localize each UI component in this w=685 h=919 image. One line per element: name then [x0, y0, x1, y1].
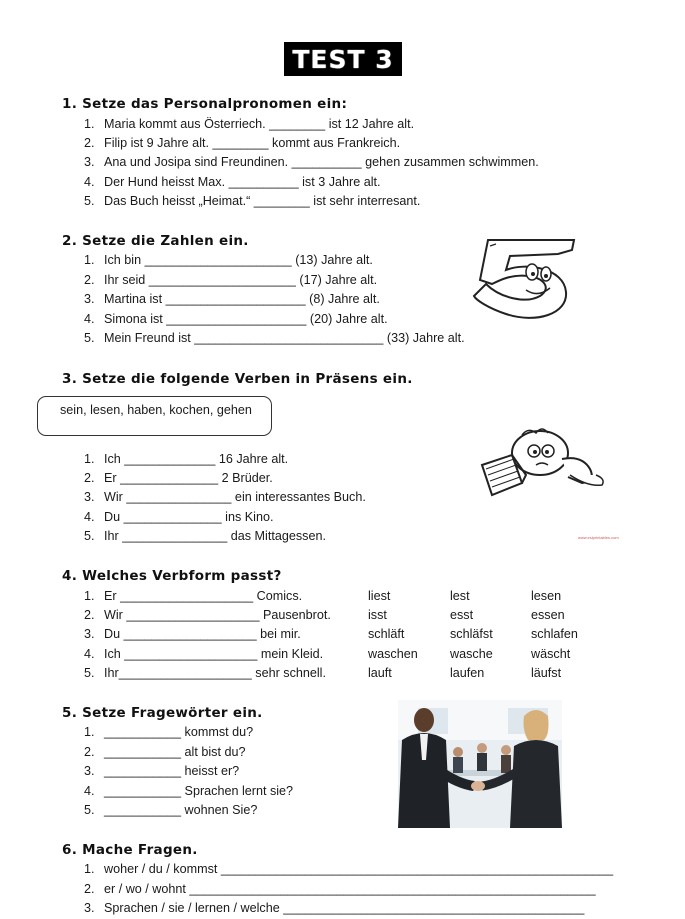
s4-option-5b: laufen [450, 666, 485, 680]
s4-option-1b: lest [450, 589, 470, 603]
s4-item-4: 4. Ich ___________________ mein Kleid. [84, 647, 324, 661]
s4-option-1a: liest [368, 589, 391, 603]
s4-option-4c: wäscht [531, 647, 571, 661]
s5-item-3: 3. ___________ heisst er? [84, 764, 240, 778]
s6-item-3: 3. Sprachen / sie / lernen / welche ___________________________________________ [84, 901, 585, 915]
s1-item-4: 4. Der Hund heisst Max. __________ ist 3 Jahre alt. [84, 175, 381, 189]
s1-item-5: 5. Das Buch heisst „Heimat.“ ________ ist sehr interresant. [84, 194, 421, 208]
s4-option-3a: schläft [368, 627, 405, 641]
s1-item-2: 2. Filip ist 9 Jahre alt. ________ kommt aus Frankreich. [84, 136, 401, 150]
s3-item-4: 4. Du ______________ ins Kino. [84, 510, 274, 524]
s4-option-3c: schlafen [531, 627, 578, 641]
section-6-heading: 6. Mache Fragen. [62, 842, 198, 858]
s4-option-5c: läufst [531, 666, 562, 680]
s4-option-1c: lesen [531, 589, 562, 603]
section-4-heading: 4. Welches Verbform passt? [62, 568, 282, 584]
s5-item-5: 5. ___________ wohnen Sie? [84, 803, 258, 817]
s3-item-2: 2. Er ______________ 2 Brüder. [84, 471, 273, 485]
section-2-heading: 2. Setze die Zahlen ein. [62, 233, 249, 249]
s4-option-2a: isst [368, 608, 387, 622]
s2-item-1: 1. Ich bin _____________________ (13) Jahre alt. [84, 253, 373, 267]
test-title: TEST 3 [284, 42, 402, 76]
s3-item-5: 5. Ihr _______________ das Mittagessen. [84, 529, 326, 543]
s1-item-1: 1. Maria kommt aus Österriech. ________ ist 12 Jahre alt. [84, 117, 415, 131]
reading-boy-illustration [478, 425, 610, 505]
s4-option-2b: esst [450, 608, 474, 622]
section-1-heading: 1. Setze das Personalpronomen ein: [62, 96, 348, 112]
s4-item-1: 1. Er ___________________ Comics. [84, 589, 303, 603]
s4-item-5: 5. Ihr___________________ sehr schnell. [84, 666, 326, 680]
s6-item-2: 2. er / wo / wohnt __________________________________________________________ [84, 882, 596, 896]
s3-item-3: 3. Wir _______________ ein interessantes Buch. [84, 490, 366, 504]
s2-item-3: 3. Martina ist ____________________ (8) Jahre alt. [84, 292, 380, 306]
s2-item-4: 4. Simona ist ____________________ (20) Jahre alt. [84, 312, 388, 326]
s1-item-3: 3. Ana und Josipa sind Freundinen. __________ gehen zusammen schwimmen. [84, 155, 539, 169]
verb-box: sein, lesen, haben, kochen, gehen [37, 396, 272, 436]
business-handshake-photo [398, 700, 562, 828]
s3-item-1: 1. Ich _____________ 16 Jahre alt. [84, 452, 289, 466]
s5-item-1: 1. ___________ kommst du? [84, 725, 254, 739]
s5-item-2: 2. ___________ alt bist du? [84, 745, 246, 759]
s5-item-4: 4. ___________ Sprachen lernt sie? [84, 784, 294, 798]
s4-option-2c: essen [531, 608, 565, 622]
s2-item-5: 5. Mein Freund ist ___________________________ (33) Jahre alt. [84, 331, 465, 345]
s4-item-2: 2. Wir ___________________ Pausenbrot. [84, 608, 331, 622]
number-five-illustration [466, 234, 581, 320]
s4-option-5a: lauft [368, 666, 392, 680]
s4-option-3b: schläfst [450, 627, 493, 641]
section-3-heading: 3. Setze die folgende Verben in Präsens ein. [62, 371, 413, 387]
s2-item-2: 2. Ihr seid _____________________ (17) Jahre alt. [84, 273, 378, 287]
s6-item-1: 1. woher / du / kommst ________________________________________________________ [84, 862, 614, 876]
image-credit: www.eslprintables.com [578, 535, 619, 540]
s4-option-4a: waschen [368, 647, 418, 661]
s4-item-3: 3. Du ___________________ bei mir. [84, 627, 301, 641]
s4-option-4b: wasche [450, 647, 493, 661]
section-5-heading: 5. Setze Fragewörter ein. [62, 705, 263, 721]
